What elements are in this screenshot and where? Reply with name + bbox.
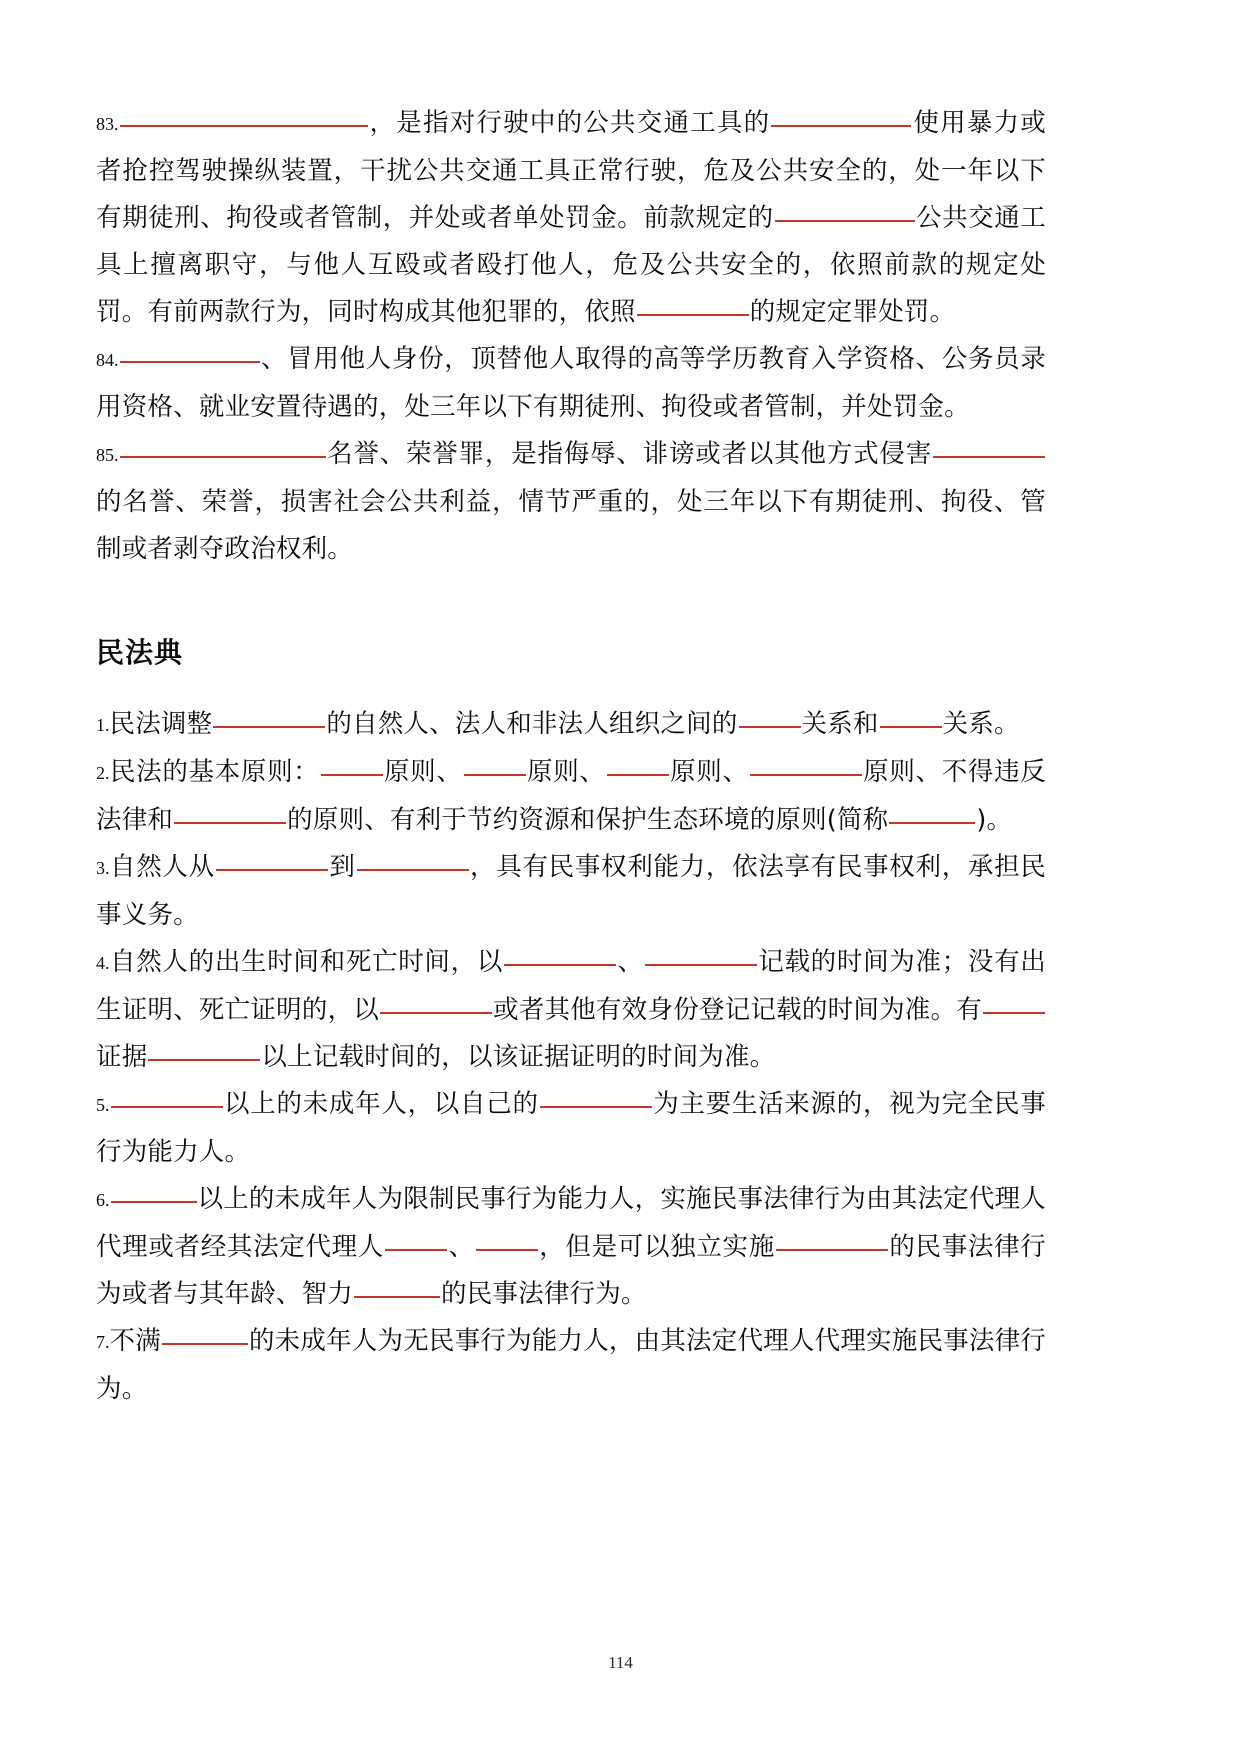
question-text: 原则、 — [526, 757, 606, 787]
question-text: 为主要生活来源的，视为完全民事行为能力人。 — [96, 1089, 1046, 1167]
question-text: 、冒用他人身份，顶替他人取得的高等学历教育入学资格、公务员录用资格、就业安置待遇的，处三年以下有期徒刑、拘役或者管制，并处罚金。 — [96, 344, 1046, 422]
fill-in-blank[interactable] — [540, 1083, 652, 1108]
fill-in-blank[interactable] — [380, 989, 492, 1014]
fill-in-blank[interactable] — [775, 197, 915, 222]
page-number: 114 — [608, 1653, 633, 1672]
fill-in-blank[interactable] — [739, 703, 801, 728]
fill-in-blank[interactable] — [637, 291, 749, 316]
question-text: 公共交通工具上擅离职守，与他人互殴或者殴打他人，危及公共安全的，依照前款的规定处罚。有前两款行为，同时构成其他犯罪的，依照 — [96, 203, 1046, 327]
question-number: 5. — [96, 1095, 110, 1115]
criminal-law-section — [96, 100, 1046, 573]
section-spacer — [96, 573, 1046, 631]
question-text: 关系和 — [801, 709, 879, 739]
fill-in-blank[interactable] — [645, 941, 757, 966]
fill-in-blank[interactable] — [464, 751, 526, 776]
question-text: 以上记载时间的，以该证据证明的时间为准。 — [261, 1042, 776, 1072]
fill-in-blank[interactable] — [357, 846, 469, 871]
civil-code-section — [96, 701, 1046, 1413]
question-number: 7. — [96, 1332, 110, 1352]
question-item — [96, 1318, 1046, 1413]
fill-in-blank[interactable] — [504, 941, 616, 966]
fill-in-blank[interactable] — [771, 102, 911, 127]
fill-in-blank[interactable] — [321, 751, 383, 776]
fill-in-blank[interactable] — [216, 846, 328, 871]
question-item — [96, 701, 1046, 749]
fill-in-blank[interactable] — [983, 989, 1045, 1014]
question-text: 自然人从 — [109, 852, 215, 882]
fill-in-blank[interactable] — [607, 751, 669, 776]
question-text: 的名誉、荣誉，损害社会公共利益，情节严重的，处三年以下有期徒刑、拘役、管制或者剥夺政治权利。 — [96, 487, 1046, 564]
fill-in-blank[interactable] — [148, 1036, 260, 1061]
question-text: 使用暴力或者抢控驾驶操纵装置，干扰公共交通工具正常行驶，危及公共安全的，处一年以下有期徒刑、拘役或者管制，并处或者单处罚金。前款规定的 — [96, 108, 1046, 233]
fill-in-blank[interactable] — [111, 1083, 223, 1108]
question-text: 民法调整 — [109, 709, 213, 739]
heading-spacer — [96, 675, 1046, 701]
section-heading-civil-code: 民法典 — [96, 636, 184, 669]
question-item — [96, 336, 1046, 431]
question-text: ，具有民事权利能力，依法享有民事权利，承担民事义务。 — [96, 852, 1047, 930]
question-number: 6. — [96, 1190, 110, 1210]
question-number: 84. — [96, 350, 119, 370]
question-text: 记载的时间为准；没有出生证明、死亡证明的，以 — [96, 947, 1046, 1025]
question-item — [96, 844, 1046, 939]
question-item — [96, 1176, 1046, 1318]
question-item — [96, 431, 1046, 573]
fill-in-blank[interactable] — [162, 1320, 248, 1345]
question-number: 2. — [96, 763, 110, 783]
question-text: )。 — [976, 805, 1013, 835]
fill-in-blank[interactable] — [174, 799, 286, 824]
fill-in-blank[interactable] — [120, 433, 326, 458]
fill-in-blank[interactable] — [476, 1226, 538, 1251]
page-content — [96, 100, 1046, 1413]
question-text: 的民事法律行为或者与其年龄、智力 — [96, 1232, 1046, 1309]
fill-in-blank[interactable] — [111, 1178, 197, 1203]
question-text: ，是指对行驶中的公共交通工具的 — [368, 108, 771, 138]
question-text: 或者其他有效身份登记记载的时间为准。有 — [493, 995, 982, 1025]
fill-in-blank[interactable] — [750, 751, 862, 776]
question-text: 原则、 — [383, 757, 463, 787]
question-text: 以上的未成年人，以自己的 — [223, 1089, 539, 1119]
fill-in-blank[interactable] — [385, 1226, 447, 1251]
question-text: 、 — [617, 947, 644, 977]
question-item — [96, 1081, 1046, 1176]
question-item — [96, 100, 1046, 336]
question-text: 不满 — [109, 1326, 161, 1356]
question-text: 民法的基本原则： — [109, 757, 320, 787]
question-text: 到 — [328, 852, 356, 882]
question-number: 1. — [96, 715, 110, 735]
question-text: 自然人的出生时间和死亡时间，以 — [109, 947, 504, 977]
question-text: ，但是可以独立实施 — [538, 1232, 775, 1262]
question-text: 名誉、荣誉罪，是指侮辱、诽谤或者以其他方式侵害 — [326, 439, 932, 469]
question-text: 的未成年人为无民事行为能力人，由其法定代理人代理实施民事法律行为。 — [96, 1326, 1046, 1404]
question-text: 的原则、有利于节约资源和保护生态环境的原则(简称 — [287, 805, 889, 835]
question-number: 83. — [96, 114, 119, 134]
fill-in-blank[interactable] — [213, 703, 325, 728]
question-item — [96, 749, 1046, 844]
question-number: 85. — [96, 445, 119, 465]
question-text: 以上的未成年人为限制民事行为能力人，实施民事法律行为由其法定代理人代理或者经其法定代理人 — [96, 1184, 1046, 1262]
question-text: 的自然人、法人和非法人组织之间的 — [326, 709, 738, 739]
question-text: 原则、不得违反法律和 — [96, 757, 1047, 835]
question-item — [96, 939, 1046, 1081]
fill-in-blank[interactable] — [933, 433, 1045, 458]
question-number: 4. — [96, 953, 110, 973]
fill-in-blank[interactable] — [354, 1273, 440, 1298]
question-text: 的民事法律行为。 — [441, 1279, 647, 1309]
question-text: 、 — [448, 1232, 475, 1262]
question-text: 原则、 — [669, 757, 749, 787]
question-text: 的规定定罪处罚。 — [749, 297, 956, 327]
fill-in-blank[interactable] — [120, 338, 260, 363]
question-text: 证据 — [96, 1042, 148, 1072]
question-number: 3. — [96, 858, 110, 878]
fill-in-blank[interactable] — [880, 703, 942, 728]
fill-in-blank[interactable] — [120, 102, 368, 127]
question-text: 关系。 — [942, 709, 1020, 739]
fill-in-blank[interactable] — [776, 1226, 888, 1251]
fill-in-blank[interactable] — [889, 799, 975, 824]
